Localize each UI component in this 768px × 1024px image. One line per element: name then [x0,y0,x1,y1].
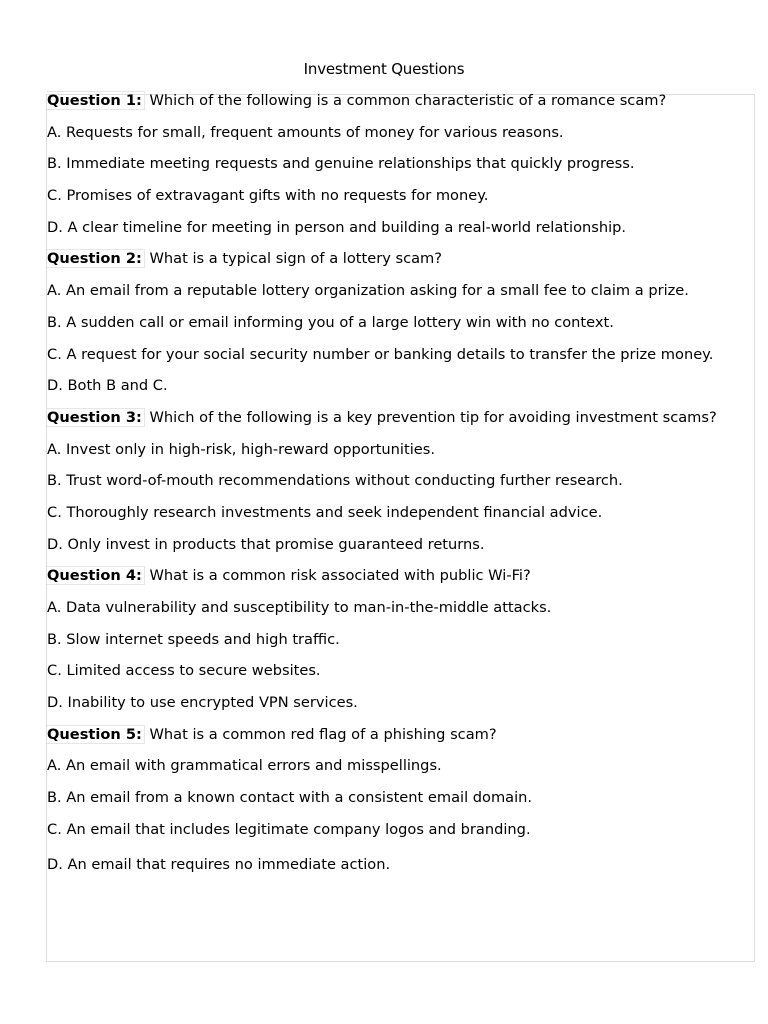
question-text: What is a common risk associated with public Wi-Fi? [144,567,531,585]
question-label: Question 2: [47,249,145,268]
question-text: What is a typical sign of a lottery scam? [144,250,443,268]
option-4c: C. Limited access to secure websites. [47,662,321,680]
option-2b: B. A sudden call or email informing you of a large lottery win with no context. [47,313,614,331]
option-3b: B. Trust word-of-mouth recommendations without conducting further research. [47,472,623,490]
question-list [47,93,737,889]
option-2c: C. A request for your social security number or banking details to transfer the prize money. [47,345,714,363]
question-label: Question 5: [47,725,145,744]
question-3 [47,410,737,426]
question-1 [47,93,737,109]
option-5d: D. An email that requires no immediate action. [47,855,391,873]
option-1d: D. A clear timeline for meeting in person and building a real-world relationship. [47,218,627,236]
option-5a: A. An email with grammatical errors and misspellings. [47,757,442,775]
document-title: Investment Questions [303,60,465,78]
question-label: Question 4: [47,566,145,585]
question-4 [47,568,737,584]
option-1b: B. Immediate meeting requests and genuine relationships that quickly progress. [47,155,635,173]
option-3a: A. Invest only in high-risk, high-reward opportunities. [47,440,435,458]
question-text: Which of the following is a key prevention tip for avoiding investment scams? [144,408,717,426]
question-text: What is a common red flag of a phishing scam? [144,725,497,743]
option-3d: D. Only invest in products that promise guaranteed returns. [47,535,485,553]
option-2d: D. Both B and C. [47,377,168,395]
option-4a: A. Data vulnerability and susceptibility to man-in-the-middle attacks. [47,599,552,616]
question-label: Question 1: [47,91,145,110]
question-text: Which of the following is a common characteristic of a romance scam? [144,92,667,109]
question-2 [47,251,737,267]
option-3c: C. Thoroughly research investments and seek independent financial advice. [47,503,603,521]
option-5b: B. An email from a known contact with a consistent email domain. [47,789,533,807]
option-4d: D. Inability to use encrypted VPN services. [47,694,358,712]
question-5 [47,727,737,743]
option-2a: A. An email from a reputable lottery organization asking for a small fee to claim a prize. [47,282,689,300]
question-label: Question 3: [47,408,145,427]
option-1c: C. Promises of extravagant gifts with no requests for money. [47,187,489,205]
option-4b: B. Slow internet speeds and high traffic. [47,630,340,648]
option-5c: C. An email that includes legitimate company logos and branding. [47,820,531,838]
option-1a: A. Requests for small, frequent amounts of money for various reasons. [47,123,564,141]
